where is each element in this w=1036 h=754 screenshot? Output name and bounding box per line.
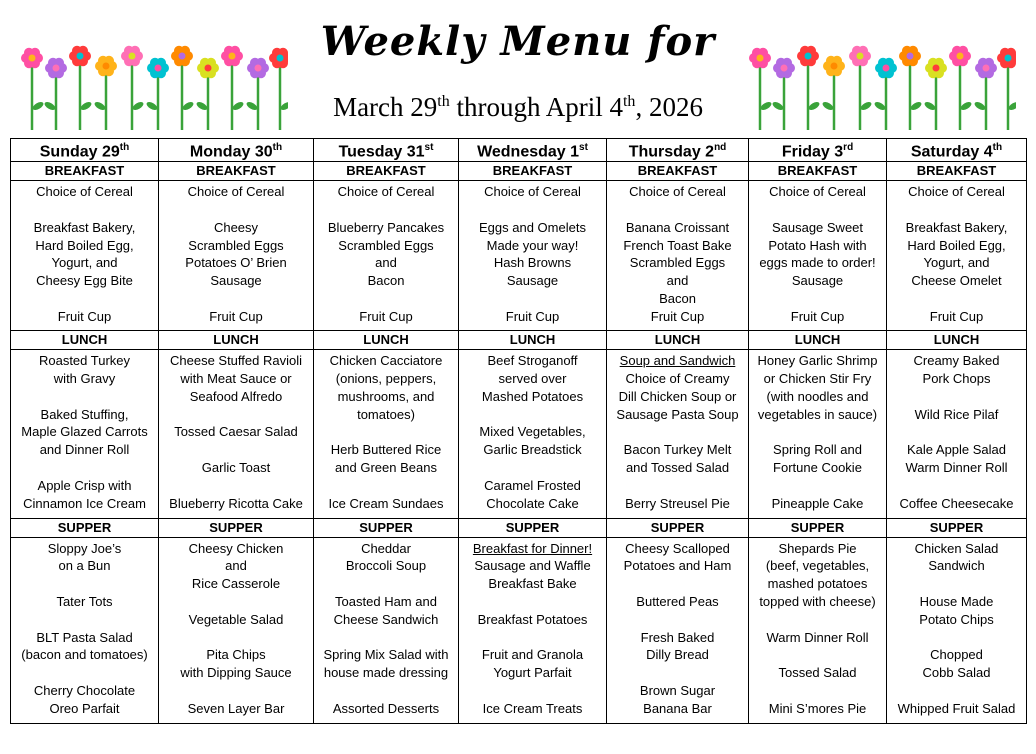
menu-item: and Tossed Salad: [625, 460, 730, 476]
flower-icon: [121, 46, 145, 130]
menu-item: [161, 477, 311, 495]
flower-icon: [849, 46, 873, 130]
meal-label: BREAKFAST: [607, 162, 749, 181]
menu-item: Fruit Cup: [209, 308, 263, 324]
menu-item: Made your way!: [486, 237, 579, 253]
menu-item: Beef Stroganoff: [487, 353, 578, 369]
meal-label: LUNCH: [159, 331, 314, 350]
menu-item: [461, 290, 604, 308]
menu-item: on a Bun: [58, 558, 111, 574]
flower-icon: [171, 46, 195, 130]
menu-item: Fortune Cookie: [773, 460, 862, 476]
menu-item: (bacon and tomatoes): [21, 647, 148, 663]
menu-item: [161, 682, 311, 700]
menu-item: Potato Hash with: [768, 237, 867, 253]
menu-item: BLT Pasta Salad: [36, 629, 133, 645]
menu-item: [13, 388, 156, 406]
menu-item: with Meat Sauce or: [180, 371, 292, 387]
menu-item: Chicken Cacciatore: [329, 353, 443, 369]
menu-item: mushrooms, and: [337, 388, 435, 404]
day-header: Sunday 29th: [11, 139, 159, 162]
menu-item: Sloppy Joe’s: [47, 540, 122, 556]
menu-item: Cheesy Scalloped: [625, 540, 730, 556]
menu-item: Baked Stuffing,: [40, 406, 129, 422]
menu-item: Coffee Cheesecake: [899, 495, 1014, 511]
menu-item: [161, 406, 311, 424]
meal-label: SUPPER: [11, 518, 159, 537]
menu-item: [609, 611, 746, 629]
menu-item: Caramel Frosted: [484, 477, 581, 493]
flower-icon: [973, 58, 997, 130]
date-range: March 29th through April 4th, 2026: [333, 92, 703, 122]
menu-item: [889, 575, 1024, 593]
menu-item: Sausage: [506, 273, 559, 289]
menu-item: Bacon: [367, 273, 405, 289]
menu-item: eggs made to order!: [759, 255, 876, 271]
menu-item: [461, 459, 604, 477]
supper-cell: [749, 537, 887, 723]
breakfast-cell: [749, 181, 887, 331]
menu-item: house made dressing: [323, 665, 449, 681]
lunch-row: [11, 350, 1027, 518]
menu-item: Spring Roll and: [773, 442, 862, 458]
flower-icon: [923, 58, 947, 130]
menu-item: [889, 290, 1024, 308]
lunch-cell: [749, 350, 887, 518]
menu-item: mashed potatoes: [767, 576, 868, 592]
menu-item: Breakfast Bake: [488, 576, 577, 592]
meal-label: BREAKFAST: [459, 162, 607, 181]
lunch-cell: [607, 350, 749, 518]
flower-icon: [771, 58, 795, 130]
menu-item: Seven Layer Bar: [187, 700, 285, 716]
menu-item: [609, 664, 746, 682]
menu-item: served over: [498, 371, 567, 387]
day-header: Monday 30th: [159, 139, 314, 162]
lunch-cell: [159, 350, 314, 518]
menu-item: [461, 629, 604, 647]
lunch-label-row: [11, 331, 1027, 350]
menu-item: [751, 423, 884, 441]
menu-item: Pita Chips: [206, 647, 266, 663]
menu-item: Rice Casserole: [191, 576, 281, 592]
menu-item: Fresh Baked: [640, 629, 715, 645]
lunch-cell: [11, 350, 159, 518]
menu-item: (onions, peppers,: [335, 371, 437, 387]
menu-item: Breakfast Potatoes: [477, 611, 588, 627]
menu-item: Seafood Alfredo: [189, 388, 283, 404]
menu-item: and Dinner Roll: [39, 442, 130, 458]
meal-label: LUNCH: [314, 331, 459, 350]
flower-border-right: [746, 44, 1016, 130]
menu-item: Buttered Peas: [636, 593, 719, 609]
menu-item: [751, 682, 884, 700]
menu-item: Chocolate Cake: [486, 495, 579, 511]
supper-label-row: [11, 518, 1027, 537]
breakfast-cell: [887, 181, 1027, 331]
menu-item: Cobb Salad: [922, 665, 991, 681]
menu-item: Breakfast Bakery,: [905, 219, 1008, 235]
menu-item: Warm Dinner Roll: [766, 629, 869, 645]
meal-label: SUPPER: [159, 518, 314, 537]
meal-label: SUPPER: [314, 518, 459, 537]
menu-item: Sausage and Waffle: [474, 558, 591, 574]
breakfast-row: [11, 181, 1027, 331]
menu-item: [13, 459, 156, 477]
menu-table: [10, 138, 1027, 724]
menu-item: Chopped: [930, 647, 983, 663]
menu-item: [609, 477, 746, 495]
menu-item: and Green Beans: [335, 460, 437, 476]
meal-label: LUNCH: [11, 331, 159, 350]
menu-item: [316, 575, 456, 593]
menu-item: Herb Buttered Rice: [330, 442, 442, 458]
menu-item: Ice Cream Sundaes: [328, 495, 444, 511]
menu-item: Oreo Parfait: [49, 700, 120, 716]
menu-item: Apple Crisp with: [37, 477, 132, 493]
menu-item: Tossed Salad: [778, 665, 857, 681]
supper-cell: [11, 537, 159, 723]
menu-item: vegetables in sauce): [757, 406, 878, 422]
day-header: Tuesday 31st: [314, 139, 459, 162]
menu-item: Choice of Cereal: [337, 184, 435, 200]
supper-cell: [607, 537, 749, 723]
meal-label: SUPPER: [749, 518, 887, 537]
menu-item: Fruit Cup: [650, 308, 705, 324]
menu-item: and: [666, 273, 689, 289]
menu-item: Potatoes and Ham: [623, 558, 732, 574]
menu-item: Broccoli Soup: [345, 558, 427, 574]
meal-label: LUNCH: [607, 331, 749, 350]
menu-item: [316, 629, 456, 647]
menu-item: Pineapple Cake: [771, 495, 864, 511]
menu-item: Scrambled Eggs: [629, 255, 726, 271]
menu-item: Breakfast Bakery,: [33, 219, 136, 235]
meal-label: BREAKFAST: [11, 162, 159, 181]
menu-item: Cheese Omelet: [911, 273, 1002, 289]
flower-icon: [997, 48, 1016, 130]
flower-icon: [749, 48, 773, 130]
menu-item: [889, 477, 1024, 495]
breakfast-cell: [607, 181, 749, 331]
menu-item: [461, 682, 604, 700]
breakfast-cell: [459, 181, 607, 331]
flower-icon: [949, 46, 973, 130]
menu-item: Banana Croissant: [625, 219, 730, 235]
menu-item: Ice Cream Treats: [482, 700, 583, 716]
menu-item: Dilly Bread: [646, 647, 709, 663]
menu-item: Sausage Pasta Soup: [616, 406, 739, 422]
menu-item: Vegetable Salad: [188, 611, 284, 627]
flower-icon: [245, 58, 269, 130]
menu-item: [316, 290, 456, 308]
menu-item: Pork Chops: [922, 371, 991, 387]
menu-item: [461, 406, 604, 424]
flower-border-left: [18, 44, 288, 130]
breakfast-cell: [11, 181, 159, 331]
menu-item: [161, 629, 311, 647]
menu-item: [889, 201, 1024, 219]
menu-item: Toasted Ham and: [335, 593, 437, 609]
menu-item: Choice of Cereal: [484, 184, 581, 200]
flower-icon: [21, 48, 45, 130]
menu-item: Kale Apple Salad: [906, 442, 1007, 458]
menu-item: with Dipping Sauce: [180, 665, 292, 681]
menu-item: Eggs and Omelets: [479, 219, 586, 235]
menu-item: Cheese Stuffed Ravioli: [169, 353, 302, 369]
menu-item: [161, 593, 311, 611]
menu-item: Potatoes O’ Brien: [185, 255, 287, 271]
menu-item: Sausage Sweet: [771, 219, 864, 235]
menu-item: Choice of Creamy: [625, 371, 730, 387]
menu-item: Roasted Turkey: [38, 353, 131, 369]
menu-item: [609, 201, 746, 219]
meal-label: SUPPER: [887, 518, 1027, 537]
menu-item: Bacon: [659, 290, 696, 306]
menu-item: [751, 611, 884, 629]
lunch-cell: [459, 350, 607, 518]
menu-item: Cheddar: [361, 540, 411, 556]
menu-item: Choice of Cereal: [187, 184, 285, 200]
menu-item: Cheesy: [213, 219, 259, 235]
menu-item: [609, 575, 746, 593]
meal-label: SUPPER: [607, 518, 749, 537]
flower-icon: [873, 58, 897, 130]
menu-item: and: [375, 255, 397, 271]
menu-item: [751, 290, 884, 308]
menu-item: Fruit Cup: [929, 308, 984, 324]
day-header: Thursday 2nd: [607, 139, 749, 162]
menu-item: (beef, vegetables,: [765, 558, 870, 574]
menu-item: [316, 682, 456, 700]
menu-item: Shepards Pie: [778, 540, 857, 556]
menu-item: Brown Sugar: [639, 682, 716, 698]
meal-label: LUNCH: [749, 331, 887, 350]
lunch-cell: [887, 350, 1027, 518]
menu-item: Warm Dinner Roll: [905, 460, 1008, 476]
menu-item: (with noodles and: [766, 388, 869, 404]
menu-item: Chicken Salad: [914, 540, 999, 556]
menu-item: French Toast Bake: [623, 237, 732, 253]
menu-item: Yogurt, and: [923, 255, 990, 271]
menu-item: Fruit Cup: [359, 308, 413, 324]
flower-icon: [899, 46, 923, 130]
menu-item: Berry Streusel Pie: [625, 495, 730, 511]
menu-item: [13, 611, 156, 629]
menu-item: [13, 201, 156, 219]
menu-item: [316, 423, 456, 441]
menu-item: [889, 388, 1024, 406]
menu-item: Choice of Cereal: [36, 184, 133, 200]
menu-item: [13, 290, 156, 308]
breakfast-cell: [159, 181, 314, 331]
flower-icon: [269, 48, 288, 130]
menu-item: or Chicken Stir Fry: [763, 371, 872, 387]
lunch-cell: [314, 350, 459, 518]
menu-item: Wild Rice Pilaf: [914, 406, 999, 422]
menu-item: Garlic Breadstick: [483, 442, 582, 458]
menu-item: Mixed Vegetables,: [479, 424, 586, 440]
meal-label: BREAKFAST: [314, 162, 459, 181]
menu-item: House Made: [919, 593, 994, 609]
menu-item: Bacon Turkey Melt: [623, 442, 732, 458]
menu-item: Assorted Desserts: [332, 700, 440, 716]
menu-item: Cheesy Chicken: [188, 540, 284, 556]
menu-item: Hard Boiled Egg,: [907, 237, 1006, 253]
breakfast-cell: [314, 181, 459, 331]
menu-item: Banana Bar: [643, 700, 712, 716]
meal-label: LUNCH: [459, 331, 607, 350]
menu-item: Fruit Cup: [57, 308, 112, 324]
menu-item: Scrambled Eggs: [188, 237, 284, 253]
flower-icon: [69, 46, 93, 130]
meal-label: LUNCH: [887, 331, 1027, 350]
menu-item: [316, 201, 456, 219]
menu-item: Dill Chicken Soup or: [618, 388, 737, 404]
menu-item: Cinnamon Ice Cream: [23, 495, 146, 511]
flower-icon: [821, 56, 845, 130]
menu-item: Hash Browns: [493, 255, 572, 271]
supper-cell: [159, 537, 314, 723]
menu-item: Sausage: [791, 273, 844, 289]
menu-item: [751, 646, 884, 664]
menu-item: Tater Tots: [56, 593, 113, 609]
day-header: Friday 3rd: [749, 139, 887, 162]
meal-label: BREAKFAST: [887, 162, 1027, 181]
menu-item: Cheesy Egg Bite: [36, 273, 133, 289]
menu-item: [751, 477, 884, 495]
menu-item: [161, 441, 311, 459]
flower-icon: [43, 58, 67, 130]
flower-icon: [93, 56, 117, 130]
meal-label: BREAKFAST: [749, 162, 887, 181]
supper-cell: [459, 537, 607, 723]
menu-item: Yogurt Parfait: [493, 665, 572, 681]
day-header: Wednesday 1st: [459, 139, 607, 162]
flower-icon: [221, 46, 245, 130]
menu-item: Cheese Sandwich: [333, 611, 439, 627]
flower-icon: [797, 46, 821, 130]
menu-item: Sausage: [210, 273, 262, 289]
menu-item: [889, 423, 1024, 441]
menu-item: with Gravy: [53, 371, 116, 387]
menu-item: topped with cheese): [759, 593, 876, 609]
menu-item: [461, 593, 604, 611]
menu-item: [316, 477, 456, 495]
day-header: Saturday 4th: [887, 139, 1027, 162]
menu-item: [889, 682, 1024, 700]
supper-cell: [887, 537, 1027, 723]
menu-item: Fruit and Granola: [481, 647, 584, 663]
menu-item: Tossed Caesar Salad: [174, 424, 298, 440]
menu-item: [609, 423, 746, 441]
menu-item: Blueberry Pancakes: [327, 219, 445, 235]
menu-item: Honey Garlic Shrimp: [757, 353, 878, 369]
menu-title: Weekly Menu for: [320, 18, 716, 65]
menu-item: Spring Mix Salad with: [323, 647, 449, 663]
menu-item: Potato Chips: [919, 611, 994, 627]
menu-item: tomatoes): [357, 406, 415, 422]
menu-item: [889, 629, 1024, 647]
supper-row: [11, 537, 1027, 723]
menu-item: Whipped Fruit Salad: [897, 700, 1016, 716]
flower-icon: [195, 58, 219, 130]
meal-label: SUPPER: [459, 518, 607, 537]
menu-item: Choice of Cereal: [908, 184, 1005, 200]
menu-item: Fruit Cup: [790, 308, 845, 324]
menu-item: Garlic Toast: [201, 460, 271, 476]
supper-cell: [314, 537, 459, 723]
breakfast-label-row: [11, 162, 1027, 181]
menu-item: Breakfast for Dinner!: [472, 540, 593, 556]
menu-item: Maple Glazed Carrots: [21, 424, 148, 440]
menu-item: Creamy Baked: [913, 353, 1000, 369]
menu-item: Soup and Sandwich: [619, 353, 736, 369]
menu-item: Mashed Potatoes: [481, 388, 584, 404]
menu-item: Sandwich: [928, 558, 985, 574]
menu-item: [13, 575, 156, 593]
menu-item: Yogurt, and: [51, 255, 118, 271]
menu-item: [13, 664, 156, 682]
day-header-row: [11, 139, 1027, 162]
menu-item: Hard Boiled Egg,: [35, 237, 134, 253]
menu-item: and: [225, 558, 247, 574]
menu-item: Scrambled Eggs: [338, 237, 434, 253]
menu-item: Cherry Chocolate: [33, 682, 136, 698]
flower-icon: [145, 58, 169, 130]
meal-label: BREAKFAST: [159, 162, 314, 181]
menu-item: Mini S’mores Pie: [768, 700, 867, 716]
menu-item: [161, 290, 311, 308]
menu-item: [161, 201, 311, 219]
menu-item: Choice of Cereal: [629, 184, 726, 200]
menu-item: Choice of Cereal: [769, 184, 866, 200]
menu-item: Blueberry Ricotta Cake: [169, 495, 303, 511]
menu-item: Fruit Cup: [505, 308, 560, 324]
menu-item: [461, 201, 604, 219]
menu-item: [751, 201, 884, 219]
